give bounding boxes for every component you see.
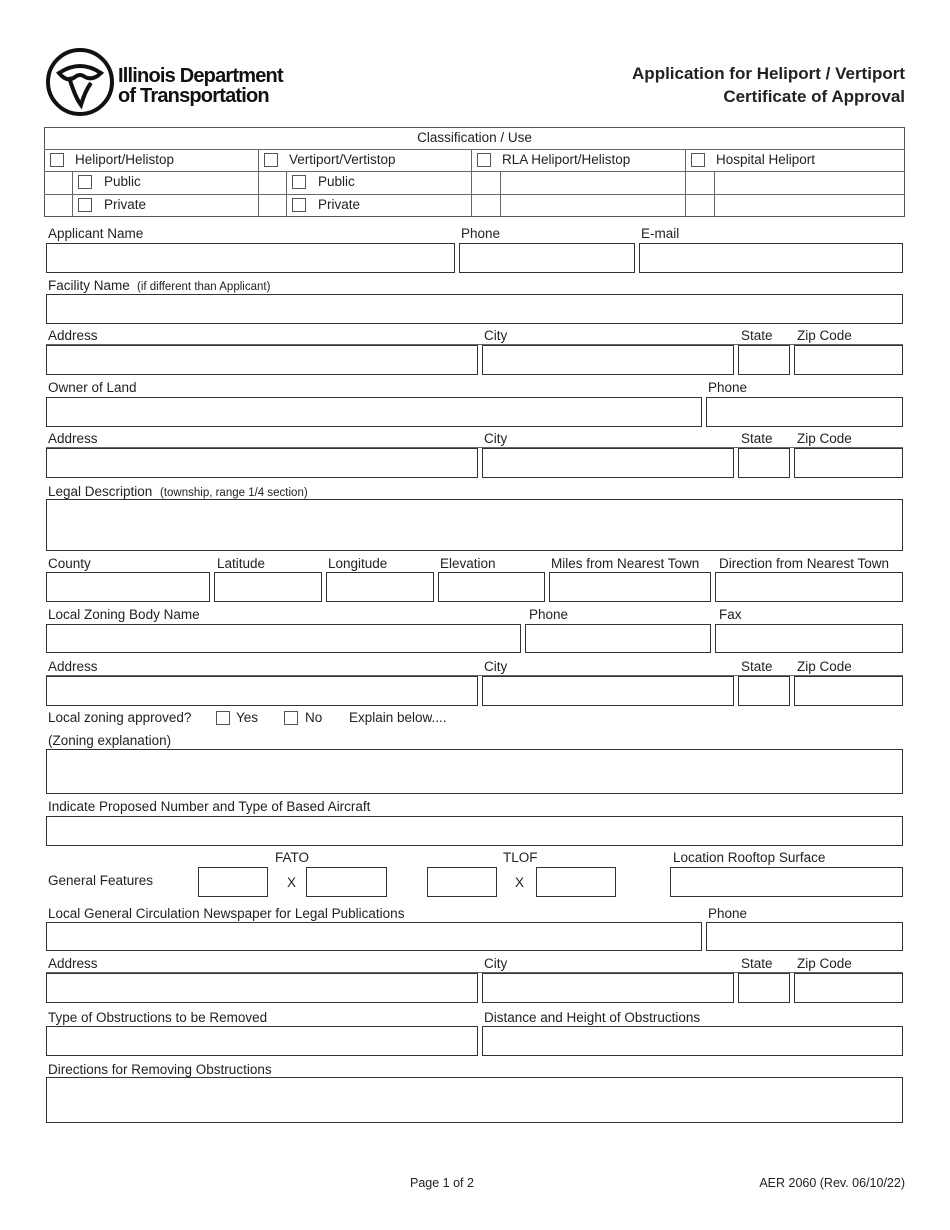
classification-checkbox[interactable]	[264, 153, 278, 167]
owner-address-input[interactable]	[46, 448, 478, 478]
zoning-approved-label: Local zoning approved?	[48, 710, 192, 725]
public-label: Public	[104, 174, 141, 189]
applicant-phone-label: Phone	[461, 226, 501, 241]
owner-of-land-input[interactable]	[46, 397, 702, 427]
applicant-state-label: State	[741, 328, 773, 343]
owner-phone-input[interactable]	[706, 397, 903, 427]
aircraft-input[interactable]	[46, 816, 903, 846]
owner-zip-input[interactable]	[794, 448, 903, 478]
email-label: E-mail	[641, 226, 680, 241]
table-col-rule	[685, 149, 686, 217]
direction-label: Direction from Nearest Town	[719, 556, 890, 571]
applicant-zip-label: Zip Code	[797, 328, 852, 343]
fato-length-input[interactable]	[198, 867, 268, 897]
legal-description-input[interactable]	[46, 499, 903, 551]
fax-label: Fax	[719, 607, 742, 622]
miles-label: Miles from Nearest Town	[551, 556, 700, 571]
label-underline	[46, 344, 903, 345]
private-label: Private	[104, 197, 147, 212]
obstructions-directions-input[interactable]	[46, 1077, 903, 1123]
classification-checkbox[interactable]	[691, 153, 705, 167]
obstructions-directions-label: Directions for Removing Obstructions	[48, 1062, 272, 1077]
label-underline	[46, 972, 903, 973]
obstructions-type-input[interactable]	[46, 1026, 478, 1056]
table-subcol-rule	[72, 171, 73, 217]
fato-width-input[interactable]	[306, 867, 387, 897]
applicant-zip-input[interactable]	[794, 345, 903, 375]
newspaper-phone-input[interactable]	[706, 922, 903, 951]
applicant-name-input[interactable]	[46, 243, 455, 273]
tlof-label: TLOF	[503, 850, 538, 865]
applicant-address-input[interactable]	[46, 345, 478, 375]
applicant-city-label: City	[484, 328, 508, 343]
newspaper-state-label: State	[741, 956, 773, 971]
tlof-length-input[interactable]	[427, 867, 497, 897]
zoning-city-label: City	[484, 659, 508, 674]
public-checkbox[interactable]	[292, 175, 306, 189]
explain-label: Explain below....	[349, 710, 447, 725]
no-label: No	[305, 710, 323, 725]
owner-state-input[interactable]	[738, 448, 790, 478]
zoning-no-checkbox[interactable]	[284, 711, 298, 725]
legal-note: (township, range 1/4 section)	[160, 487, 308, 499]
zoning-address-input[interactable]	[46, 676, 478, 706]
applicant-phone-input[interactable]	[459, 243, 635, 273]
obstructions-type-label: Type of Obstructions to be Removed	[48, 1010, 268, 1025]
owner-phone-label: Phone	[708, 380, 748, 395]
zoning-state-input[interactable]	[738, 676, 790, 706]
obstructions-distance-input[interactable]	[482, 1026, 903, 1056]
latitude-input[interactable]	[214, 572, 322, 602]
owner-address-label: Address	[48, 431, 98, 446]
logo-line-1: Illinois Department	[118, 65, 283, 87]
table-rule	[44, 149, 905, 150]
classification-checkbox[interactable]	[477, 153, 491, 167]
fato-label: FATO	[275, 850, 310, 865]
classification-heading: Classification / Use	[417, 130, 532, 145]
owner-city-label: City	[484, 431, 508, 446]
zoning-explanation-input[interactable]	[46, 749, 903, 794]
zoning-body-input[interactable]	[46, 624, 521, 653]
table-subcol-rule	[286, 171, 287, 217]
newspaper-phone-label: Phone	[708, 906, 748, 921]
elevation-input[interactable]	[438, 572, 545, 602]
applicant-name-label: Applicant Name	[48, 226, 144, 241]
zoning-zip-input[interactable]	[794, 676, 903, 706]
latitude-label: Latitude	[217, 556, 266, 571]
aircraft-label: Indicate Proposed Number and Type of Based Aircraft	[48, 799, 371, 814]
zoning-city-input[interactable]	[482, 676, 734, 706]
logo-line-2: of Transportation	[118, 85, 269, 107]
zoning-phone-label: Phone	[529, 607, 569, 622]
logo-text	[118, 66, 283, 106]
classification-type-label: Vertiport/Vertistop	[289, 152, 396, 167]
applicant-email-input[interactable]	[639, 243, 903, 273]
classification-type-label: Hospital Heliport	[716, 152, 816, 167]
zoning-state-label: State	[741, 659, 773, 674]
classification-type-label: RLA Heliport/Helistop	[502, 152, 631, 167]
table-col-rule	[471, 149, 472, 217]
classification-type-label: Heliport/Helistop	[75, 152, 175, 167]
zoning-zip-label: Zip Code	[797, 659, 852, 674]
owner-of-land-label: Owner of Land	[48, 380, 137, 395]
owner-state-label: State	[741, 431, 773, 446]
newspaper-address-label: Address	[48, 956, 98, 971]
label-underline	[46, 447, 903, 448]
owner-zip-label: Zip Code	[797, 431, 852, 446]
table-rule	[44, 171, 905, 172]
legal-description-label: Legal Description	[48, 484, 153, 499]
classification-checkbox[interactable]	[50, 153, 64, 167]
applicant-state-input[interactable]	[738, 345, 790, 375]
applicant-address-label: Address	[48, 328, 98, 343]
form-id: AER 2060 (Rev. 06/10/22)	[759, 1176, 905, 1190]
elevation-label: Elevation	[440, 556, 496, 571]
obstructions-distance-label: Distance and Height of Obstructions	[484, 1010, 701, 1025]
newspaper-state-input[interactable]	[738, 973, 790, 1003]
tlof-x-label: X	[515, 875, 525, 890]
zoning-address-label: Address	[48, 659, 98, 674]
direction-input[interactable]	[715, 572, 903, 602]
tlof-width-input[interactable]	[536, 867, 616, 897]
newspaper-zip-input[interactable]	[794, 973, 903, 1003]
fato-x-label: X	[287, 875, 297, 890]
general-features-label: General Features	[48, 873, 154, 888]
idot-logo-icon	[45, 47, 115, 117]
facility-note: (if different than Applicant)	[137, 281, 271, 293]
newspaper-zip-label: Zip Code	[797, 956, 852, 971]
yes-label: Yes	[236, 710, 259, 725]
newspaper-input[interactable]	[46, 922, 702, 951]
form-title-line-1: Application for Heliport / Vertiport	[632, 64, 905, 83]
private-checkbox[interactable]	[78, 198, 92, 212]
public-label: Public	[318, 174, 355, 189]
table-subcol-rule	[500, 171, 501, 217]
longitude-label: Longitude	[328, 556, 388, 571]
newspaper-city-input[interactable]	[482, 973, 734, 1003]
rooftop-surface-input[interactable]	[670, 867, 903, 897]
newspaper-label: Local General Circulation Newspaper for Legal Publications	[48, 906, 405, 921]
table-rule	[44, 194, 905, 195]
owner-city-input[interactable]	[482, 448, 734, 478]
longitude-input[interactable]	[326, 572, 434, 602]
facility-name-label: Facility Name	[48, 278, 130, 293]
page-number: Page 1 of 2	[410, 1176, 474, 1190]
applicant-city-input[interactable]	[482, 345, 734, 375]
private-checkbox[interactable]	[292, 198, 306, 212]
label-underline	[46, 675, 903, 676]
miles-input[interactable]	[549, 572, 711, 602]
zoning-explanation-label: (Zoning explanation)	[48, 733, 172, 748]
form-title-line-2: Certificate of Approval	[723, 87, 905, 106]
zoning-yes-checkbox[interactable]	[216, 711, 230, 725]
public-checkbox[interactable]	[78, 175, 92, 189]
zoning-fax-input[interactable]	[715, 624, 903, 653]
zoning-phone-input[interactable]	[525, 624, 711, 653]
table-col-rule	[258, 149, 259, 217]
rooftop-label: Location Rooftop Surface	[673, 850, 826, 865]
facility-name-input[interactable]	[46, 294, 903, 324]
table-subcol-rule	[714, 171, 715, 217]
county-label: County	[48, 556, 91, 571]
newspaper-city-label: City	[484, 956, 508, 971]
private-label: Private	[318, 197, 361, 212]
county-input[interactable]	[46, 572, 210, 602]
newspaper-address-input[interactable]	[46, 973, 478, 1003]
zoning-body-label: Local Zoning Body Name	[48, 607, 200, 622]
